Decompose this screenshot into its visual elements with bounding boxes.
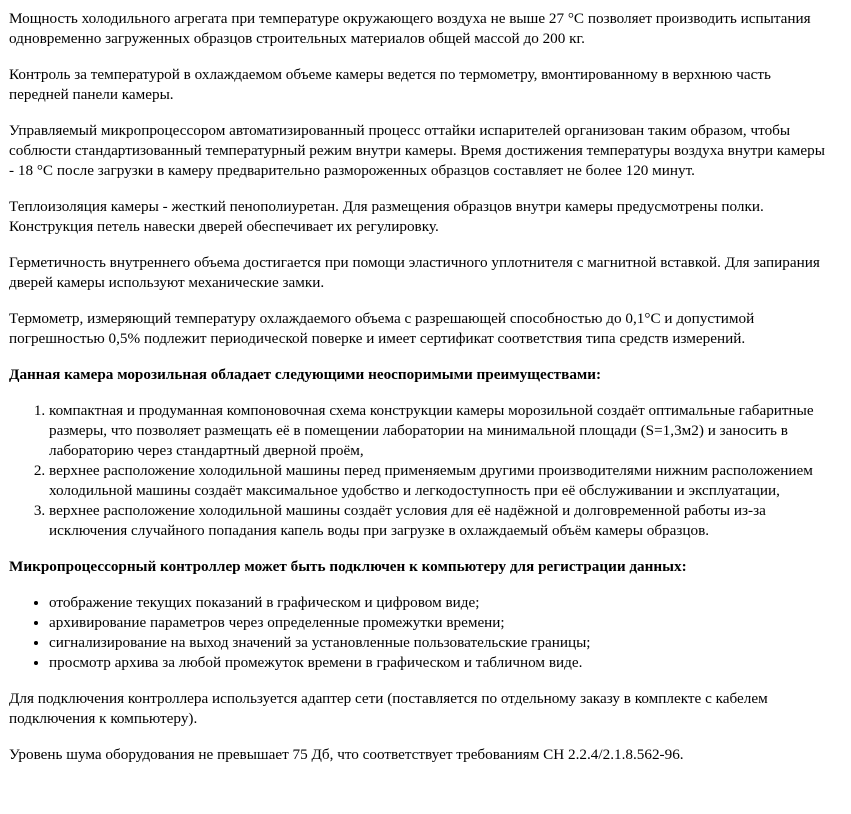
controller-feature-item: • отображение текущих показаний в графическом и цифровом виде; [49,593,829,613]
paragraph-thermometer: Термометр, измеряющий температуру охлаждаемого объема с разрешающей способностью до 0,1°С и допустимой погрешностью 0,5% подлежит периодической поверке и имеет сертификат соответствия типа средств измерений. [9,310,755,347]
advantages-list-item: 2. верхнее расположение холодильной машины перед применяемым другими производителями нижним расположением холодильной машины создаёт максимальное удобство и легкодоступность при её обслуживании и эксплуатации, [49,461,829,501]
controller-feature-item: • архивирование параметров через определенные промежутки времени; [49,613,829,633]
paragraph-noise-level: Уровень шума оборудования не превышает 75 Дб, что соответствует требованиям СН 2.2.4/2.1.8.562-96. [9,746,684,763]
controller-heading: Микропроцессорный контроллер может быть подключен к компьютеру для регистрации данных: [9,558,687,575]
controller-features-list [9,593,829,673]
paragraph-defrost-process: Управляемый микропроцессором автоматизированный процесс оттайки испарителей организован таким образом, чтобы соблюсти стандартизованный температурный режим внутри камеры. Время достижения температуры воздуха внутри камеры - 18 °С после загрузки в камеру предварительно размороженных образцов составляет не более 120 минут. [9,122,825,179]
advantages-heading: Данная камера морозильная обладает следующими неоспоримыми преимуществами: [9,366,602,383]
paragraph-refrigeration-power: Мощность холодильного агрегата при температуре окружающего воздуха не выше 27 °С позволяет производить испытания одновременно загруженных образцов строительных материалов общей массой до 200 кг. [9,10,811,47]
advantages-list-item: 3. верхнее расположение холодильной машины создаёт условия для её надёжной и долговременной работы из-за исключения случайного попадания капель воды при загрузке в охлаждаемый объём камеры образцов. [49,501,829,541]
paragraph-sealing: Герметичность внутреннего объема достигается при помощи эластичного уплотнителя с магнитной вставкой. Для запирания дверей камеры используют механические замки. [9,254,820,291]
controller-feature-item: • сигнализирование на выход значений за установленные пользовательские границы; [49,633,829,653]
paragraph-insulation: Теплоизоляция камеры - жесткий пенополиуретан. Для размещения образцов внутри камеры предусмотрены полки. Конструкция петель навески дверей обеспечивает их регулировку. [9,198,764,235]
advantages-list [9,401,829,541]
paragraph-temperature-control: Контроль за температурой в охлаждаемом объеме камеры ведется по термометру, вмонтированному в верхнюю часть передней панели камеры. [9,66,771,103]
controller-feature-item: • просмотр архива за любой промежуток времени в графическом и табличном виде. [49,653,829,673]
advantages-list-item: 1. компактная и продуманная компоновочная схема конструкции камеры морозильной создаёт оптимальные габаритные размеры, что позволяет размещать её в помещении лаборатории на минимальной площади (S=1,3м2) и заносить в лабораторию через стандартный дверной проём, [49,401,829,461]
paragraph-network-adapter: Для подключения контроллера используется адаптер сети (поставляется по отдельному заказу в комплекте с кабелем подключения к компьютеру). [9,690,768,727]
